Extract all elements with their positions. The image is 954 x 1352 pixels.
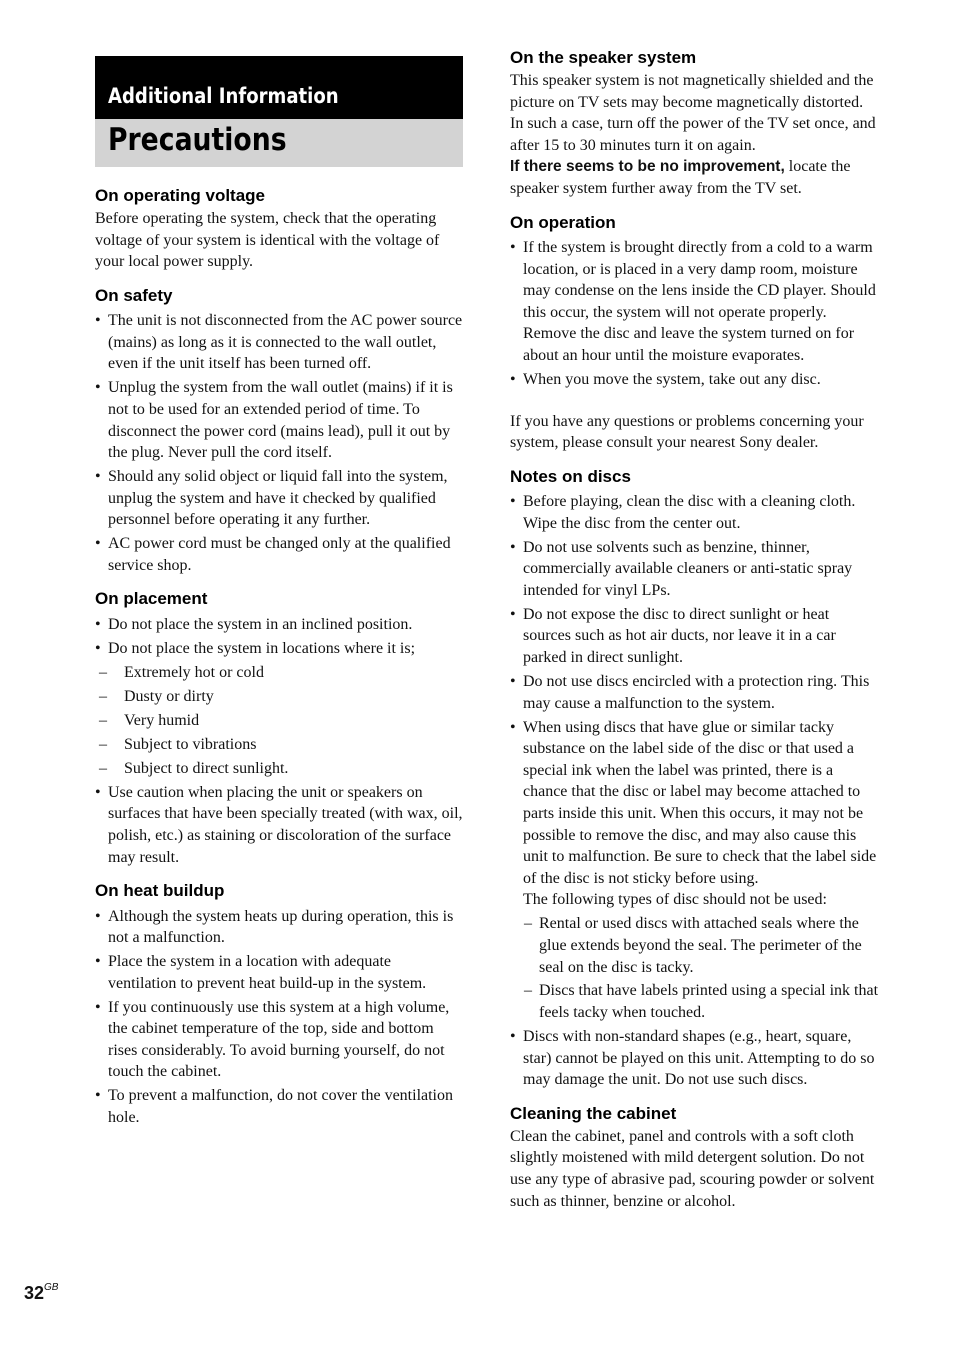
list-item: • The unit is not disconnected from the AC power source (mains) as long as it is connected to the wall outlet, even if the unit itself has been turned off. [95,310,463,375]
safety-list [95,310,463,576]
page-number: $32^{GB}$ [24,1282,59,1303]
cabinet-text: Clean the cabinet, panel and controls with a soft cloth slightly moistened with mild detergent solution. Do not use any type of abrasive pad, scouring powder or solvent such as thinner, benzine or alcohol. [510,1127,875,1210]
heading-operating-voltage: On operating voltage [95,186,266,205]
list-item: • Place the system in a location with adequate ventilation to prevent heat build-up in the system. [95,951,463,994]
page-title: Precautions [108,122,287,158]
list-item: • If you continuously use this system at a high volume, the cabinet temperature of the top, side and bottom rises considerably. To avoid burning yourself, do not touch the cabinet. [95,997,463,1083]
location-item: – Extremely hot or cold [95,662,463,684]
page-suffix: GB [44,1282,59,1293]
heading-safety: On safety [95,285,173,305]
section-title: Additional Information [108,84,339,108]
operating-voltage-text: Before operating the system, check that the operating voltage of your system is identical with the voltage of your local power supply. [95,210,440,271]
section-banner [95,56,463,119]
list-item: • Should any solid object or liquid fall into the system, unplug the system and have it checked by qualified personnel before operating it any further. [95,466,463,531]
placement-list [95,614,463,868]
heat-list [95,906,463,1129]
list-item: • Do not use discs encircled with a protection ring. This may cause a malfunction to the system. [510,671,880,714]
discs-list [510,491,880,1091]
list-item: • Before playing, clean the disc with a cleaning cloth. Wipe the disc from the center out. [510,491,880,534]
heading-heat-buildup: On heat buildup [95,881,225,901]
list-item: • Unplug the system from the wall outlet (mains) if it is not to be used for an extended period of time. To disconnect the power cord (mains lead), pull it out by the plug. Never pull the cord itself. [95,377,463,463]
list-item: • To prevent a malfunction, do not cover the ventilation hole. [95,1085,463,1128]
list-item: • Do not use solvents such as benzine, thinner, commercially available cleaners or anti-static spray intended for vinyl LPs. [510,537,880,602]
list-item: • AC power cord must be changed only at the qualified service shop. [95,533,463,576]
title-band [95,119,463,167]
heading-speaker-system: On the speaker system [510,48,697,67]
heading-notes-on-discs: Notes on discs [510,466,631,486]
list-item: • Do not place the system in locations where it is; [95,638,463,660]
list-item: • Although the system heats up during operation, this is not a malfunction. [95,906,463,949]
location-item: – Subject to direct sunlight. [95,758,463,780]
location-item: – Dusty or dirty [95,686,463,708]
speaker-text-2 [510,156,880,199]
glue-warning-text: When using discs that have glue or similar tacky substance on the label side of the disc or that used a special ink when the label was printed, there is a chance that the disc or label may become attached to parts inside this unit. When this occurs, it may not be possible to remove the disc, and may also cause this unit to malfunction. Be sure to check that the label side of the disc is not sticky before using. [523,718,877,887]
list-item [510,717,880,911]
list-item: • Do not expose the disc to direct sunlight or heat sources such as hot air ducts, nor leave it in a car parked in direct sunlight. [510,604,880,669]
heading-placement: On placement [95,589,208,609]
disc-type-item: – Rental or used discs with attached seals where the glue extends beyond the seal. The perimeter of the seal on the disc is tacky. [510,913,880,978]
list-item: • Use caution when placing the unit or speakers on surfaces that have been specially treated (with wax, oil, polish, etc.) as staining or discoloration of the surface may result. [95,782,463,868]
speaker-text: This speaker system is not magnetically shielded and the picture on TV sets may become magnetically distorted. In such a case, turn off the power of the TV set once, and after 15 to 30 minutes turn it on again. [510,72,876,154]
heading-cleaning-cabinet: Cleaning the cabinet [510,1103,677,1123]
list-item: • If the system is brought directly from a cold to a warm location, or is placed in a very damp room, moisture may condense on the lens inside the CD player. Should this occur, the system will not operate properly. Remove the disc and leave the system turned on for about an hour until the moisture evaporates. [510,237,880,367]
speaker-lead: If there seems to be no improvement, [510,158,785,176]
location-item: – Subject to vibrations [95,734,463,756]
list-item: • When you move the system, take out any disc. [510,369,880,391]
dealer-text: If you have any questions or problems concerning your system, please consult your nearest Sony dealer. [510,412,864,452]
heading-operation: On operation [510,212,616,232]
disc-type-item: – Discs that have labels printed using a special ink that feels tacky when touched. [510,980,880,1023]
following-types-text: The following types of disc should not be used: [523,891,827,909]
list-item: • Do not place the system in an inclined position. [95,614,463,636]
speaker-text-tail: locate the speaker system further away from the TV set. [510,158,851,197]
list-item: • Discs with non-standard shapes (e.g., heart, square, star) cannot be played on this unit. Attempting to do so may damage the unit. Do not use such discs. [510,1026,880,1091]
left-content [95,183,463,1129]
location-item: – Very humid [95,710,463,732]
right-content [510,45,880,1212]
operation-list [510,237,880,391]
